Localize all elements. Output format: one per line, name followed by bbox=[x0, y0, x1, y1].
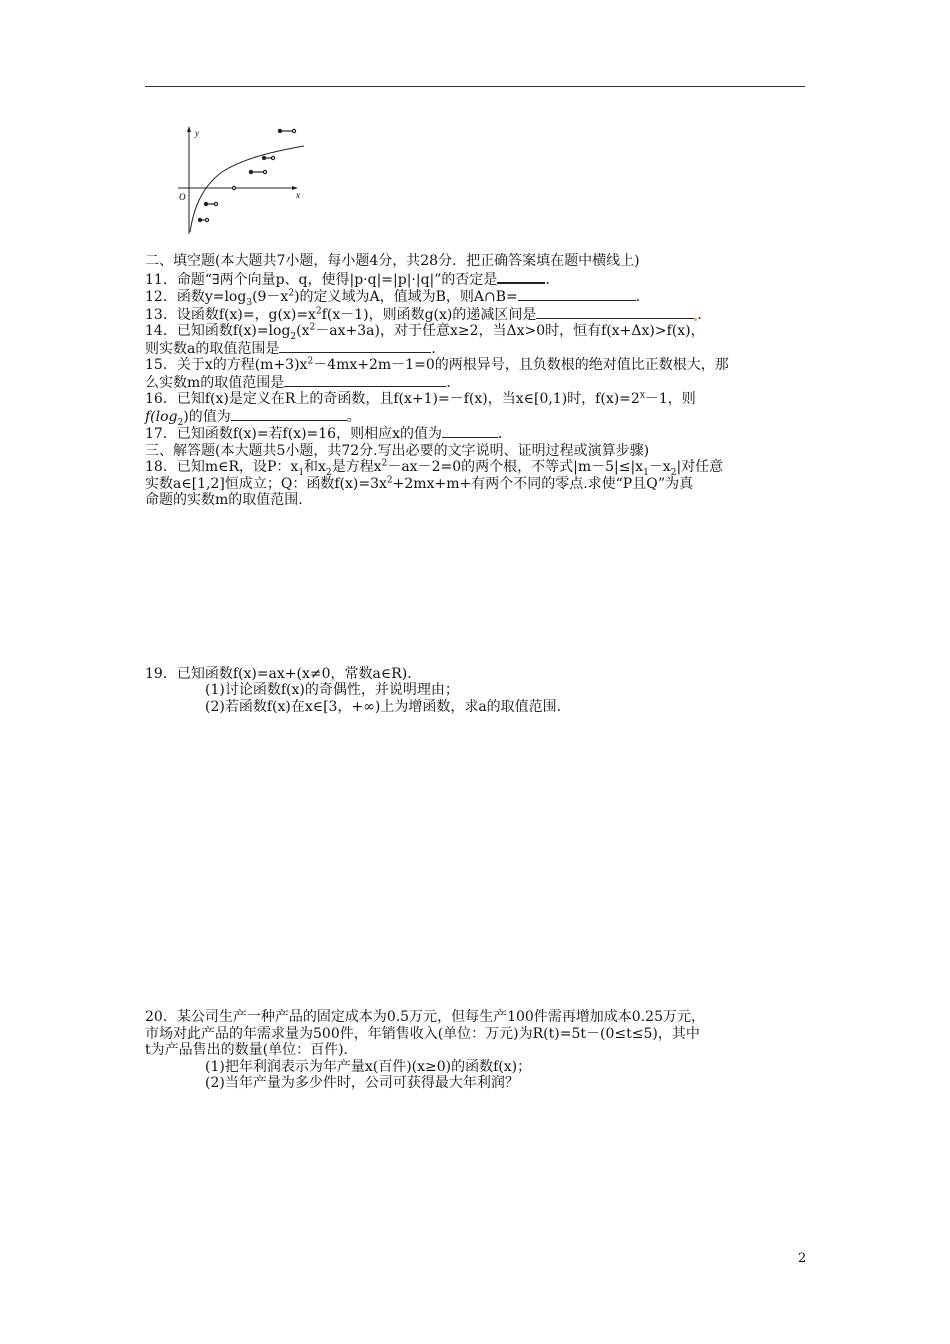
page-number: 2 bbox=[798, 1251, 807, 1266]
question-11: 11．命题“∃两个向量p、q，使得|p·q|=|p|·|q|”的否定是 ． bbox=[145, 271, 560, 288]
document-body: 二、填空题(本大题共7小题，每小题4分，共28分．把正确答案填在题中横线上) 11．命题“∃两个向量p、q，使得|p·q|=|p|·|q|”的否定是 ． 12．函数$y=\log_3(9-x^2)$的定义域为A，值域为B，则A∩B= ． 13．设函数f(x)=，$g(x)=x^2f(x-1)$，则函数g(x)的递减区间是 ． 14．已知函数$f(x)=\log_2(x^2-ax+3a)$，对于任意x≥2，当Δx>0时，恒有f(x+Δx)>f(x)， 则实数a的取值范围是 ． 15．关于x的方程$(m+3)x^2-4mx+2m-1=0$的两根异号，且负数根的绝对值比正数根大，那 么实数m的取值范围是 ． 16．已知f(x)是定义在R上的奇函数，且f(x+1)=－f(x)，当x∈[0,1)时，$f(x)=2^x-1$，则 $f(\log_2)$的值为 。 17．已知函数f(x)=若f(x)=16，则相应x的值为 ． 三、解答题(本大题共5小题，共72分.写出必要的文字说明、证明过程或演算步骤) 18．已知m∈R，设P：$x_1$和$x_2$是方程$x^2-ax-2=0$的两个根，不等式$|m-5|\le|x_1-x_2|$对任意 实数a∈[1,2]恒成立；Q：函数$f(x)=3x^2+2mx+m+$有两个不同的零点.求使“P且Q”为真 命题的实数m的取值范围. 19．已知函数f(x)=ax+(x≠0，常数a∈R)． (1)讨论函数f(x)的奇偶性，并说明理由； (2)若函数f(x)在x∈[3，+∞)上为增函数，求a的取值范围． 20．某公司生产一种产品的固定成本为0.5万元，但每生产100件需再增加成本0.25万元， 市场对此产品的年需求量为500件，年销售收入(单位：万元)为R(t)=5t－(0≤t≤5)，其中 t为产品售出的数量(单位：百件)． (1)把年利润表示为年产量x(百件)(x≥0)的函数f(x)； (2)当年产量为多少件时，公司可获得最大年利润？ bbox=[145, 253, 810, 1092]
step-function-graph bbox=[170, 122, 310, 240]
question-20: 20．某公司生产一种产品的固定成本为0.5万元，但每生产100件需再增加成本0.25万元， bbox=[145, 1009, 705, 1025]
question-12: 12．函数$y=\log_3(9-x^2)$的定义域为A，值域为B，则A∩B= ． bbox=[145, 288, 650, 308]
answer-blank[interactable] bbox=[518, 288, 636, 301]
answer-blank[interactable] bbox=[442, 425, 498, 438]
section3-heading: 三、解答题(本大题共5小题，共72分.写出必要的文字说明、证明过程或演算步骤) bbox=[145, 442, 650, 459]
answer-blank[interactable] bbox=[497, 270, 545, 284]
answer-blank[interactable] bbox=[536, 306, 694, 319]
question-15: 15．关于x的方程$(m+3)x^2-4mx+2m-1=0$的两根异号，且负数根的绝对值比正数根大，那 bbox=[145, 356, 729, 373]
header-rule bbox=[145, 86, 805, 87]
answer-blank[interactable] bbox=[284, 374, 446, 387]
y-axis-label: y bbox=[195, 128, 199, 138]
question-16: 16．已知f(x)是定义在R上的奇函数，且f(x+1)=－f(x)，当x∈[0,1)时，$f(x)=2^x-1$，则 bbox=[145, 390, 696, 407]
question-18: 18．已知m∈R，设P：$x_1$和$x_2$是方程$x^2-ax-2=0$的两个根，不等式$|m-5|\le|x_1-x_2|$对任意 bbox=[145, 458, 724, 478]
question-19: 19．已知函数f(x)=ax+(x≠0，常数a∈R)． bbox=[145, 665, 422, 682]
answer-blank[interactable] bbox=[279, 340, 431, 353]
question-14: 14．已知函数$f(x)=\log_2(x^2-ax+3a)$，对于任意x≥2，当Δx>0时，恒有f(x+Δx)>f(x)， bbox=[145, 322, 705, 342]
x-axis-label: x bbox=[296, 190, 300, 200]
question-17: 17．已知函数f(x)=若f(x)=16，则相应x的值为 ． bbox=[145, 426, 512, 442]
question-13: 13．设函数f(x)=，$g(x)=x^2f(x-1)$，则函数g(x)的递减区间是 ． bbox=[145, 305, 712, 323]
section2-heading: 二、填空题(本大题共7小题，每小题4分，共28分．把正确答案填在题中横线上) bbox=[145, 253, 640, 269]
step-segments bbox=[198, 129, 295, 221]
answer-blank[interactable] bbox=[231, 408, 347, 421]
origin-label: O bbox=[179, 192, 186, 202]
